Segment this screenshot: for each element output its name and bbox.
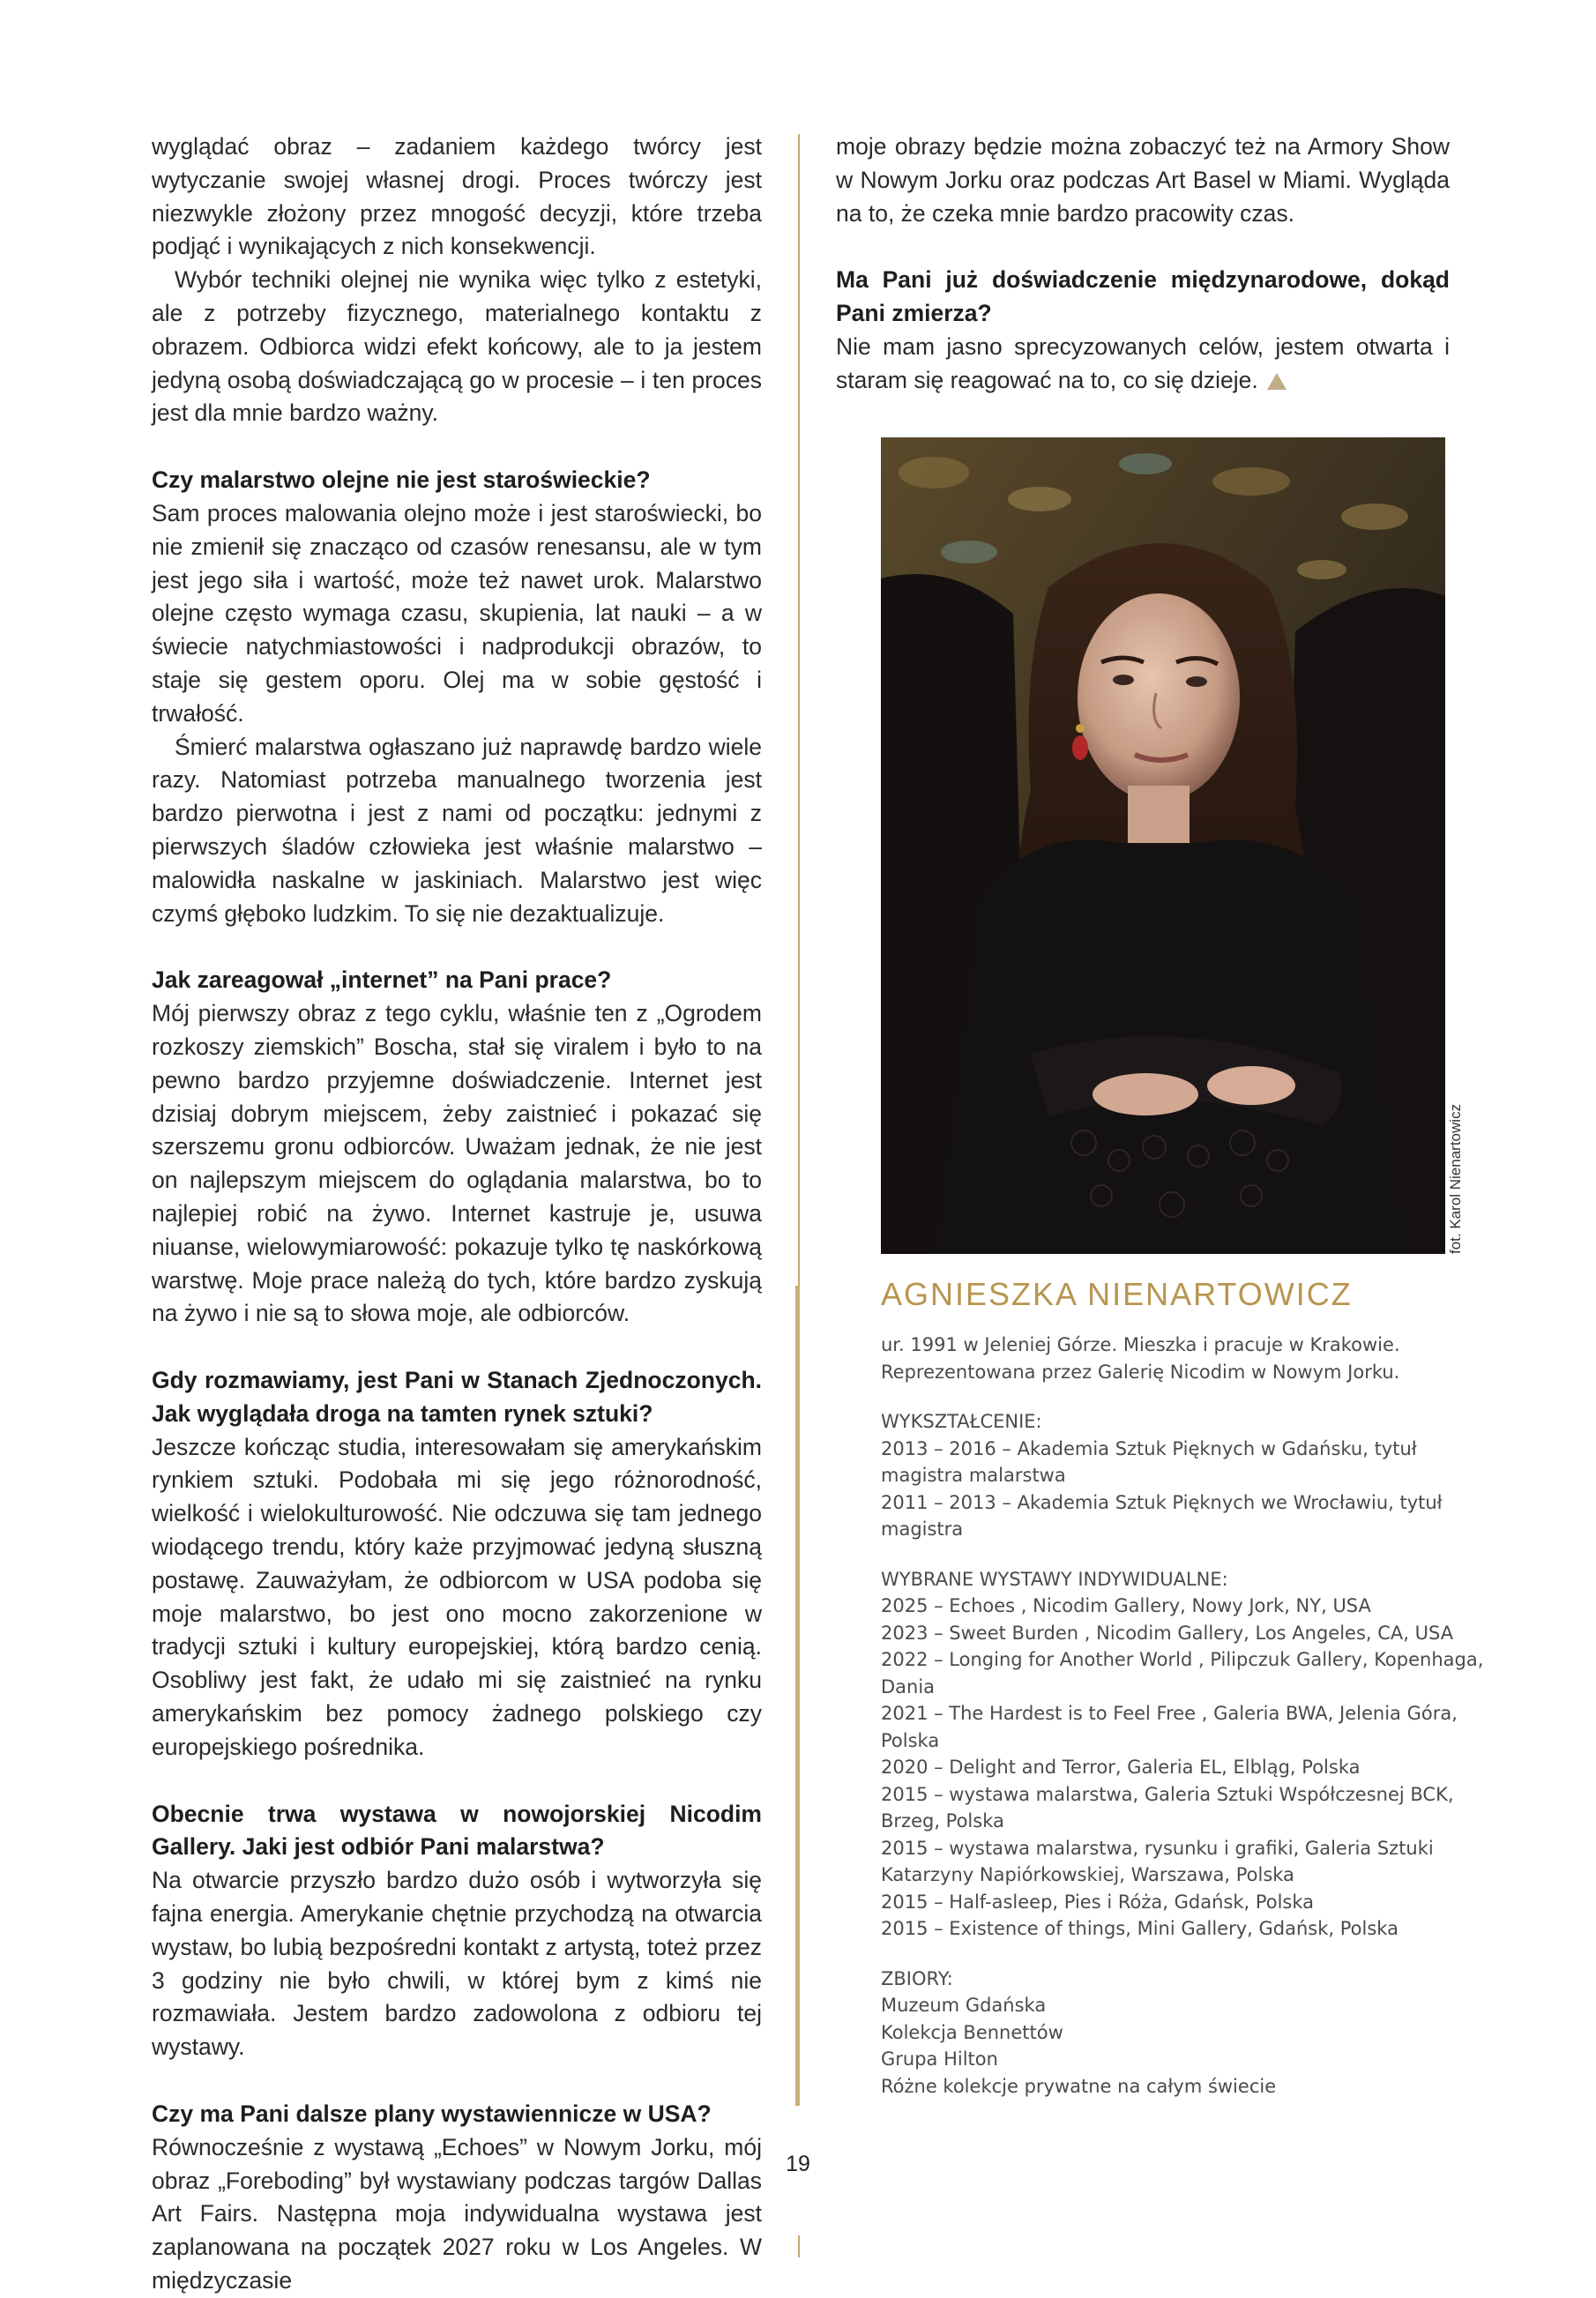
- column-divider-bottom: [795, 1286, 800, 2106]
- exhibition-item: 2021 – The Hardest is to Feel Free , Galeria BWA, Jelenia Góra, Polska: [881, 1703, 1458, 1751]
- page-number: 19: [786, 2152, 810, 2176]
- paragraph: Równocześnie z wystawą „Echoes” w Nowym Jorku, mój obraz „Foreboding” był wystawiany podczas targów Dallas Art Fairs. Następna moja indywidualna wystawa jest zaplanowana na początek 2027 roku w Los Angeles. W międzyczasie: [152, 2133, 762, 2294]
- exhibition-item: 2015 – Existence of things, Mini Gallery, Gdańsk, Polska: [881, 1918, 1398, 1939]
- education-item: 2011 – 2013 – Akademia Sztuk Pięknych we Wrocławiu, tytuł magistra: [881, 1491, 1443, 1540]
- question-heading: Jak zareagował „internet” na Pani prace?: [152, 966, 612, 994]
- exhibition-item: 2015 – wystawa malarstwa, rysunku i grafiki, Galeria Sztuki Katarzyny Napiórkowskiej, Warszawa, Polska: [881, 1837, 1434, 1885]
- bio-intro: ur. 1991 w Jeleniej Górze. Mieszka i pracuje w Krakowie.: [881, 1334, 1400, 1355]
- paragraph: Mój pierwszy obraz z tego cyklu, właśnie ten z „Ogrodem rozkoszy ziemskich” Boscha, stał się viralem i było to na pewno bardzo przyjemne doświadczenie. Internet jest dzisiaj dobrym miejscem, żeby zaistnieć i pokazać się szerszemu gronu odbiorców. Uważam jednak, że nie jest on najlepszym miejscem do oglądania malarstwa, bo to najlepiej robić na żywo. Internet kastruje je, usuwa niuanse, wielowymiarowość: pokazuje tylko tę naskórkową warstwę. Moje prace należą do tych, które bardzo zyskują na żywo i nie są to słowa moje, ale odbiorców.: [152, 1000, 762, 1327]
- paragraph: Wybór techniki olejnej nie wynika więc tylko z estetyki, ale z potrzeby fizycznego, materialnego kontaktu z obrazem. Odbiorca widzi efekt końcowy, ale to ja jestem jedyną osobą doświadczającą go w procesie – i ten proces jest dla mnie bardzo ważny.: [152, 266, 762, 427]
- question-heading: Gdy rozmawiamy, jest Pani w Stanach Zjednoczonych. Jak wyglądała droga na tamten rynek sztuki?: [152, 1367, 762, 1427]
- end-of-article-triangle-icon: [1267, 373, 1286, 390]
- paragraph: Śmierć malarstwa ogłaszano już naprawdę bardzo wiele razy. Natomiast potrzeba manualnego tworzenia jest bardzo pierwotna i jest z nami od początku: jednymi z pierwszych śladów człowieka jest właśnie malarstwo – malowidła naskalne w jaskiniach. Malarstwo jest więc czymś głęboko ludzkim. To się nie dezaktualizuje.: [152, 733, 762, 927]
- artist-portrait-photo: [881, 437, 1445, 1254]
- answer-paragraph: [836, 331, 1450, 398]
- exhibitions-heading: WYBRANE WYSTAWY INDYWIDUALNE:: [881, 1568, 1228, 1590]
- collection-item: Muzeum Gdańska: [881, 1995, 1047, 2016]
- paragraph: Jeszcze kończąc studia, interesowałam się amerykańskim rynkiem sztuki. Podobała mi się jego różnorodność, wielkość i wielokulturowość. Nie odczuwa się tam jednego wiodącego trendu, który każe przyjmować jedyną słuszną postawę. Zauważyłam, że odbiorcom w USA podoba się moje malarstwo, bo jest ono mocno zakorzenione w tradycji sztuki i kultury europejskiej, którą bardzo cenią. Osobliwy jest fakt, że udało mi się zaistnieć na rynku amerykańskim bez pomocy żadnego polskiego czy europejskiego pośrednika.: [152, 1433, 762, 1760]
- collection-item: Różne kolekcje prywatne na całym świecie: [881, 2075, 1277, 2097]
- exhibition-item: 2022 – Longing for Another World , Pilipczuk Gallery, Kopenhaga, Dania: [881, 1649, 1484, 1697]
- exhibition-item: 2015 – wystawa malarstwa, Galeria Sztuki Współczesnej BCK, Brzeg, Polska: [881, 1783, 1454, 1832]
- education-heading: WYKSZTAŁCENIE:: [881, 1411, 1042, 1432]
- question-heading: Czy ma Pani dalsze plany wystawiennicze w USA?: [152, 2100, 712, 2128]
- column-divider-top: [798, 134, 800, 1289]
- collection-item: Kolekcja Bennettów: [881, 2021, 1063, 2043]
- collections-heading: ZBIORY:: [881, 1967, 953, 1989]
- paragraph: wyglądać obraz – zadaniem każdego twórcy jest wytyczanie swojej własnej drogi. Proces twórczy jest niezwykle złożony przez mnogość decyzji, które trzeba podjąć i wynikających z nich konsekwencji.: [152, 133, 762, 260]
- artist-bio: [881, 1275, 1498, 2100]
- exhibition-item: 2015 – Half-asleep, Pies i Róża, Gdańsk, Polska: [881, 1891, 1315, 1913]
- column-divider-tail: [798, 2235, 800, 2257]
- education-item: 2013 – 2016 – Akademia Sztuk Pięknych w Gdańsku, tytuł magistra malarstwa: [881, 1437, 1417, 1486]
- right-column: [836, 131, 1450, 398]
- photo-credit: fot. Karol Nienartowicz: [1447, 1103, 1464, 1254]
- question-heading: Ma Pani już doświadczenie międzynarodowe, dokąd Pani zmierza?: [836, 266, 1450, 327]
- paragraph: moje obrazy będzie można zobaczyć też na Armory Show w Nowym Jorku oraz podczas Art Basel w Miami. Wygląda na to, że czeka mnie bardzo pracowity czas.: [836, 133, 1450, 227]
- left-column: [152, 131, 762, 2298]
- artist-name: AGNIESZKA NIENARTOWICZ: [881, 1276, 1353, 1312]
- collection-item: Grupa Hilton: [881, 2048, 998, 2070]
- exhibition-item: 2025 – Echoes , Nicodim Gallery, Nowy Jork, NY, USA: [881, 1595, 1371, 1616]
- exhibition-item: 2023 – Sweet Burden , Nicodim Gallery, Los Angeles, CA, USA: [881, 1622, 1454, 1644]
- question-heading: Obecnie trwa wystawa w nowojorskiej Nicodim Gallery. Jaki jest odbiór Pani malarstwa?: [152, 1800, 762, 1861]
- answer-text: Nie mam jasno sprecyzowanych celów, jestem otwarta i staram się reagować na to, co się dzieje.: [836, 332, 1450, 393]
- bio-intro: Reprezentowana przez Galerię Nicodim w Nowym Jorku.: [881, 1361, 1400, 1383]
- question-heading: Czy malarstwo olejne nie jest staroświeckie?: [152, 466, 651, 494]
- exhibition-item: 2020 – Delight and Terror, Galeria EL, Elbląg, Polska: [881, 1757, 1361, 1778]
- paragraph: Sam proces malowania olejno może i jest staroświecki, bo nie zmienił się znacząco od czasów renesansu, ale w tym jest jego siła i wartość, może też nawet urok. Malarstwo olejne często wymaga czasu, skupienia, lat nauki – a w świecie natychmiastowości i nadprodukcji obrazów, to staje się gestem oporu. Olej ma w sobie gęstość i trwałość.: [152, 499, 762, 727]
- paragraph: Na otwarcie przyszło bardzo dużo osób i wytworzyła się fajna energia. Amerykanie chętnie przychodzą na otwarcia wystaw, bo lubią bezpośredni kontakt z artystą, toteż przez 3 godziny nie było chwili, w której bym z kimś nie rozmawiała. Jestem bardzo zadowolona z odbioru tej wystawy.: [152, 1867, 762, 2061]
